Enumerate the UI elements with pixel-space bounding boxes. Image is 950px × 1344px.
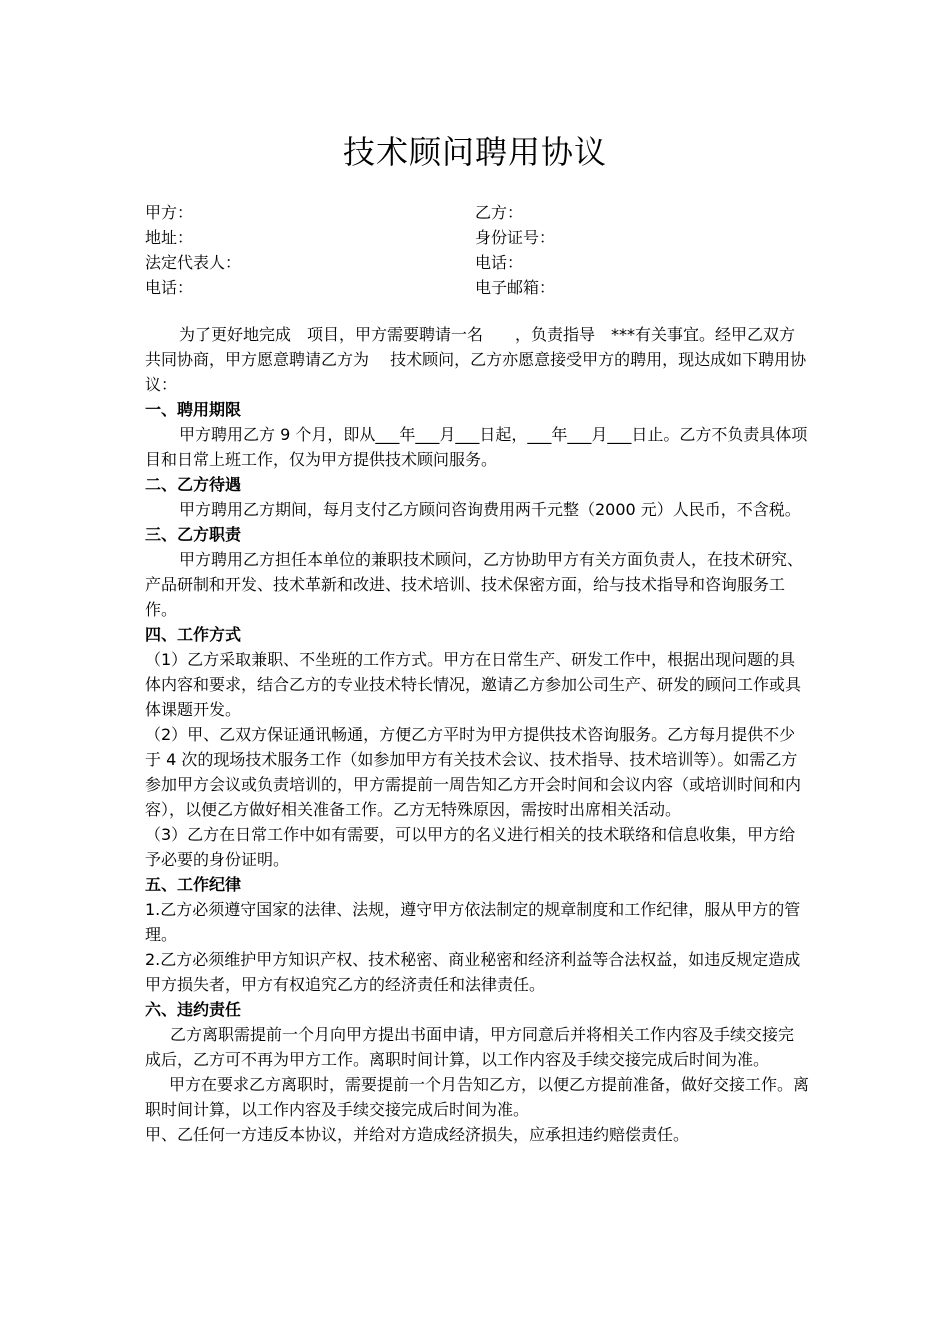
- document-title: 技术顾问聘用协议: [342, 133, 607, 171]
- work-mode-item-1: （1）乙方采取兼职、不坐班的工作方式。甲方在日常生产、研发工作中，根据出现问题的具体内容和要求，结合乙方的专业技术特长情况，邀请乙方参加公司生产、研发的顾问工作或具体课题开发。: [145, 650, 802, 719]
- party-row: [145, 250, 805, 275]
- term-paragraph: 甲方聘用乙方 9 个月，即从___年___月___日起，___年___月___日止。乙方不负责具体项目和日常上班工作，仅为甲方提供技术顾问服务。: [145, 425, 808, 469]
- intro-paragraph: 为了更好地完成 项目，甲方需要聘请一名 ，负责指导 ***有关事宜。经甲乙双方共同协商，甲方愿意聘请乙方为 技术顾问，乙方亦愿意接受甲方的聘用，现达成如下聘用协议：: [145, 325, 807, 394]
- section-heading-liability: 六、违约责任: [145, 1000, 242, 1019]
- party-b-email-label: 电子邮箱：: [475, 278, 556, 297]
- work-mode-item-3: （3）乙方在日常工作中如有需要，可以甲方的名义进行相关的技术联络和信息收集，甲方给予必要的身份证明。: [145, 825, 796, 869]
- discipline-item-2: 2.乙方必须维护甲方知识产权、技术秘密、商业秘密和经济利益等合法权益，如违反规定造成甲方损失者，甲方有权追究乙方的经济责任和法律责任。: [145, 950, 801, 994]
- party-b-phone-label: 电话：: [475, 253, 524, 272]
- party-a-representative-label: 法定代表人：: [145, 253, 242, 272]
- party-row: [145, 275, 805, 300]
- section-heading-discipline: 五、工作纪律: [145, 875, 242, 894]
- liability-paragraph-2: 甲方在要求乙方离职时，需要提前一个月告知乙方，以便乙方提前准备，做好交接工作。离职时间计算，以工作内容及手续交接完成后时间为准。: [145, 1075, 810, 1119]
- section-heading-work-mode: 四、工作方式: [145, 625, 242, 644]
- party-info: [145, 200, 805, 300]
- agreement-body: [145, 322, 809, 1147]
- duties-paragraph: 甲方聘用乙方担任本单位的兼职技术顾问，乙方协助甲方有关方面负责人，在技术研究、产品研制和开发、技术革新和改进、技术培训、技术保密方面，给与技术指导和咨询服务工作。: [145, 550, 804, 619]
- party-a-address-label: 地址：: [145, 228, 194, 247]
- party-a-phone-label: 电话：: [145, 278, 194, 297]
- discipline-item-1: 1.乙方必须遵守国家的法律、法规，遵守甲方依法制定的规章制度和工作纪律，服从甲方的管理。: [145, 900, 801, 944]
- section-heading-term: 一、聘用期限: [145, 400, 242, 419]
- section-heading-compensation: 二、乙方待遇: [145, 475, 242, 494]
- party-b-id-label: 身份证号：: [475, 228, 556, 247]
- party-a-name-label: 甲方：: [145, 203, 194, 222]
- liability-paragraph-3: 甲、乙任何一方违反本协议，并给对方造成经济损失，应承担违约赔偿责任。: [145, 1125, 690, 1144]
- party-b-name-label: 乙方：: [475, 203, 524, 222]
- section-heading-duties: 三、乙方职责: [145, 525, 242, 544]
- party-row: [145, 200, 805, 225]
- compensation-paragraph: 甲方聘用乙方期间，每月支付乙方顾问咨询费用两千元整（2000 元）人民币，不含税。: [179, 500, 801, 519]
- work-mode-item-2: （2）甲、乙双方保证通讯畅通，方便乙方平时为甲方提供技术咨询服务。乙方每月提供不少于 4 次的现场技术服务工作（如参加甲方有关技术会议、技术指导、技术培训等）。如需乙方参加甲方会议或负责培训的，甲方需提前一周告知乙方开会时间和会议内容（或培训时间和内容），以便乙方做好相关准备工作。乙方无特殊原因，需按时出席相关活动。: [145, 725, 802, 819]
- party-row: [145, 225, 805, 250]
- liability-paragraph-1: 乙方离职需提前一个月向甲方提出书面申请，甲方同意后并将相关工作内容及手续交接完成后，乙方可不再为甲方工作。离职时间计算，以工作内容及手续交接完成后时间为准。: [145, 1025, 795, 1069]
